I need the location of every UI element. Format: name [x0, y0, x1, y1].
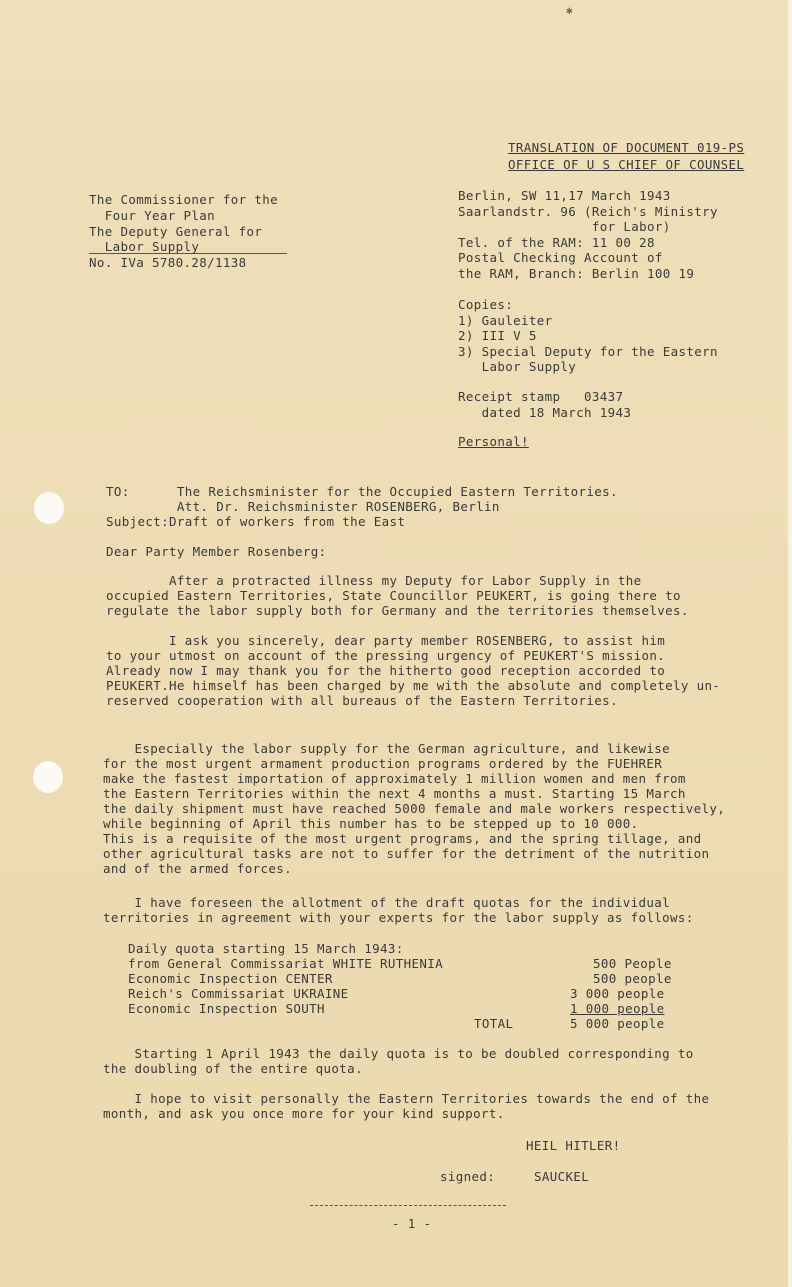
receipt-date: dated 18 March 1943 — [458, 405, 632, 420]
sender-line: Labor Supply — [89, 239, 200, 254]
receipt-stamp: Receipt stamp 03437 — [458, 389, 624, 404]
body-line: Especially the labor supply for the German agriculture, and likewise — [103, 741, 671, 756]
body-line: make the fastest importation of approximately 1 million women and men from — [103, 771, 686, 786]
body-line: the Eastern Territories within the next 4 months a must. Starting 15 March — [103, 786, 686, 801]
sender-line: Four Year Plan — [89, 208, 216, 223]
body-line: This is a requisite of the most urgent programs, and the spring tillage, and — [103, 831, 702, 846]
page-number: - 1 - — [392, 1216, 432, 1231]
personal-mark: Personal! — [458, 434, 529, 449]
body-line: I ask you sincerely, dear party member ROSENBERG, to assist him — [106, 633, 666, 648]
quota-label: from General Commissariat WHITE RUTHENIA — [128, 956, 444, 971]
address-attention: Att. Dr. Reichsminister ROSENBERG, Berlin — [106, 499, 500, 514]
address-to: TO: The Reichsminister for the Occupied Eastern Territories. — [106, 484, 618, 499]
sender-rule — [89, 253, 287, 254]
body-line: regulate the labor supply both for Germany and the territories themselves. — [106, 603, 689, 618]
copies-line: 2) III V 5 — [458, 328, 537, 343]
quota-value: 500 people — [593, 971, 672, 986]
signed-label: signed: — [440, 1169, 496, 1184]
place-line: Tel. of the RAM: 11 00 28 — [458, 235, 655, 250]
place-line: Postal Checking Account of — [458, 250, 663, 265]
translation-line: TRANSLATION OF DOCUMENT 019-PS — [508, 140, 745, 155]
body-line: reserved cooperation with all bureaus of the Eastern Territories. — [106, 693, 618, 708]
body-line: and of the armed forces. — [103, 861, 293, 876]
quota-value: 3 000 people — [570, 986, 665, 1001]
quota-value: 500 People — [593, 956, 672, 971]
copies-line: 1) Gauleiter — [458, 313, 553, 328]
body-line: month, and ask you once more for your kind support. — [103, 1106, 505, 1121]
copies-line: 3) Special Deputy for the Eastern — [458, 344, 718, 359]
quota-label: Economic Inspection CENTER — [128, 971, 333, 986]
punch-hole-lower — [33, 761, 63, 793]
quota-total-value: 5 000 people — [570, 1016, 665, 1031]
signer-name: SAUCKEL — [534, 1169, 590, 1184]
salutation: Dear Party Member Rosenberg: — [106, 544, 327, 559]
body-line: I have foreseen the allotment of the draft quotas for the individual — [103, 895, 671, 910]
quota-title: Daily quota starting 15 March 1943: — [128, 941, 404, 956]
body-line: the daily shipment must have reached 5000 female and male workers respectively, — [103, 801, 726, 816]
body-line: After a protracted illness my Deputy for Labor Supply in the — [106, 573, 642, 588]
punch-hole-upper — [34, 492, 64, 524]
body-line: other agricultural tasks are not to suffer for the detriment of the nutrition — [103, 846, 710, 861]
place-line: Berlin, SW 11,17 March 1943 — [458, 188, 671, 203]
quota-label: Economic Inspection SOUTH — [128, 1001, 325, 1016]
body-line: to your utmost on account of the pressing urgency of PEUKERT'S mission. — [106, 648, 666, 663]
sender-line: The Deputy General for — [89, 224, 263, 239]
corner-mark: ✱ — [566, 4, 573, 17]
body-line: while beginning of April this number has to be stepped up to 10 000. — [103, 816, 639, 831]
body-line: occupied Eastern Territories, State Councillor PEUKERT, is going there to — [106, 588, 681, 603]
quota-label: Reich's Commissariat UKRAINE — [128, 986, 349, 1001]
place-line: Saarlandstr. 96 (Reich's Ministry — [458, 204, 718, 219]
body-line: Starting 1 April 1943 the daily quota is to be doubled corresponding to — [103, 1046, 694, 1061]
body-line: the doubling of the entire quota. — [103, 1061, 363, 1076]
place-line: for Labor) — [458, 219, 671, 234]
office-line: OFFICE OF U S CHIEF OF COUNSEL — [508, 157, 745, 172]
subject-line: Subject:Draft of workers from the East — [106, 514, 406, 529]
body-line: PEUKERT.He himself has been charged by me with the absolute and completely un- — [106, 678, 721, 693]
quota-total-label: TOTAL — [474, 1016, 514, 1031]
paper-edge — [788, 0, 792, 1287]
place-line: the RAM, Branch: Berlin 100 19 — [458, 266, 695, 281]
sender-line: The Commissioner for the — [89, 192, 279, 207]
quota-value: 1 000 people — [570, 1001, 665, 1016]
closing: HEIL HITLER! — [526, 1138, 621, 1153]
body-line: I hope to visit personally the Eastern Territories towards the end of the — [103, 1091, 710, 1106]
copies-line: Labor Supply — [458, 359, 577, 374]
body-line: Already now I may thank you for the hitherto good reception accorded to — [106, 663, 666, 678]
footer-rule — [310, 1205, 506, 1206]
file-number: No. IVa 5780.28/1138 — [89, 255, 247, 270]
body-line: territories in agreement with your experts for the labor supply as follows: — [103, 910, 694, 925]
body-line: for the most urgent armament production programs ordered by the FUEHRER — [103, 756, 663, 771]
copies-line: Copies: — [458, 297, 514, 312]
